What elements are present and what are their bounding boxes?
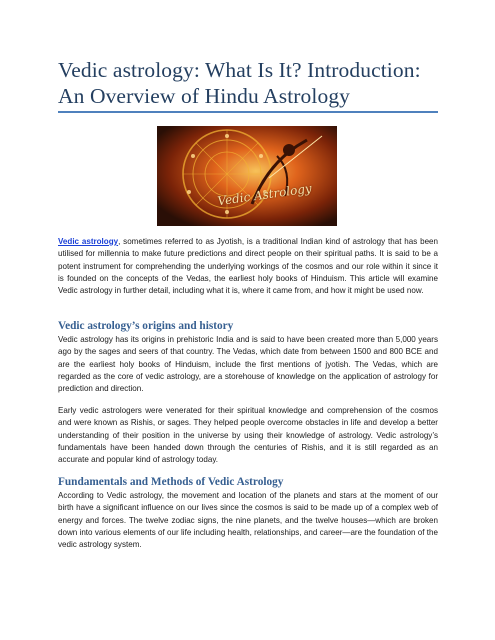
vedic-astrology-image <box>157 126 337 226</box>
page-title: Vedic astrology: What Is It? Introduction: An Overview of Hindu Astrology <box>58 58 421 108</box>
title-underline <box>58 111 438 113</box>
intro-text: , sometimes referred to as Jyotish, is a traditional Indian kind of astrology that has been utilised for millennia to make future predictions and direct people on their spiritual paths. It is said to be a potent instrument for comprehending the underlying workings of the cosmos and our role within it since it is founded on the concepts of the Vedas, the earliest holy books of Hinduism. This article will examine Vedic astrology in further detail, including what it is, where it came from, and how it might be used now. <box>58 237 438 295</box>
image-caption: Vedic Astrology <box>216 181 313 209</box>
fundamentals-paragraph-1: According to Vedic astrology, the movement and location of the planets and stars at the moment of our birth have a significant influence on our lives since the cosmos is said to be made up of a complex web of energy and forces. The twelve zodiac signs, the nine planets, and the twelve houses—which are broken down into various elements of our life including health, relationships, and career—are the foundation of the vedic astrology system. <box>58 491 438 549</box>
intro-paragraph <box>58 236 438 297</box>
origins-paragraph-1: Vedic astrology has its origins in prehistoric India and is said to have been created more than 5,000 years ago by the sages and seers of that country. The Vedas, which date from between 1500 and 800 BCE and are the earliest holy books of Hinduism, include the first mentions of jyotish. The Vedas, which are regarded as the core of vedic astrology, are a storehouse of knowledge on the application of astrology for prediction and direction. <box>58 335 438 393</box>
section-heading-origins: Vedic astrology’s origins and history <box>58 320 234 332</box>
vedic-astrology-link[interactable]: Vedic astrology <box>58 237 119 246</box>
section-heading-fundamentals: Fundamentals and Methods of Vedic Astrology <box>58 476 284 488</box>
origins-paragraph-2: Early vedic astrologers were venerated for their spiritual knowledge and comprehension of the cosmos and were known as Rishis, or sages. They helped people overcome obstacles in life and develop a better understanding of their position in the universe by using their knowledge of astrology. Vedic astrology’s fundamentals have been handed down through the centuries of Rishis, and it is still regarded as an accurate and popular kind of astrology today. <box>58 406 438 464</box>
zodiac-wheel-illustration <box>157 126 337 226</box>
